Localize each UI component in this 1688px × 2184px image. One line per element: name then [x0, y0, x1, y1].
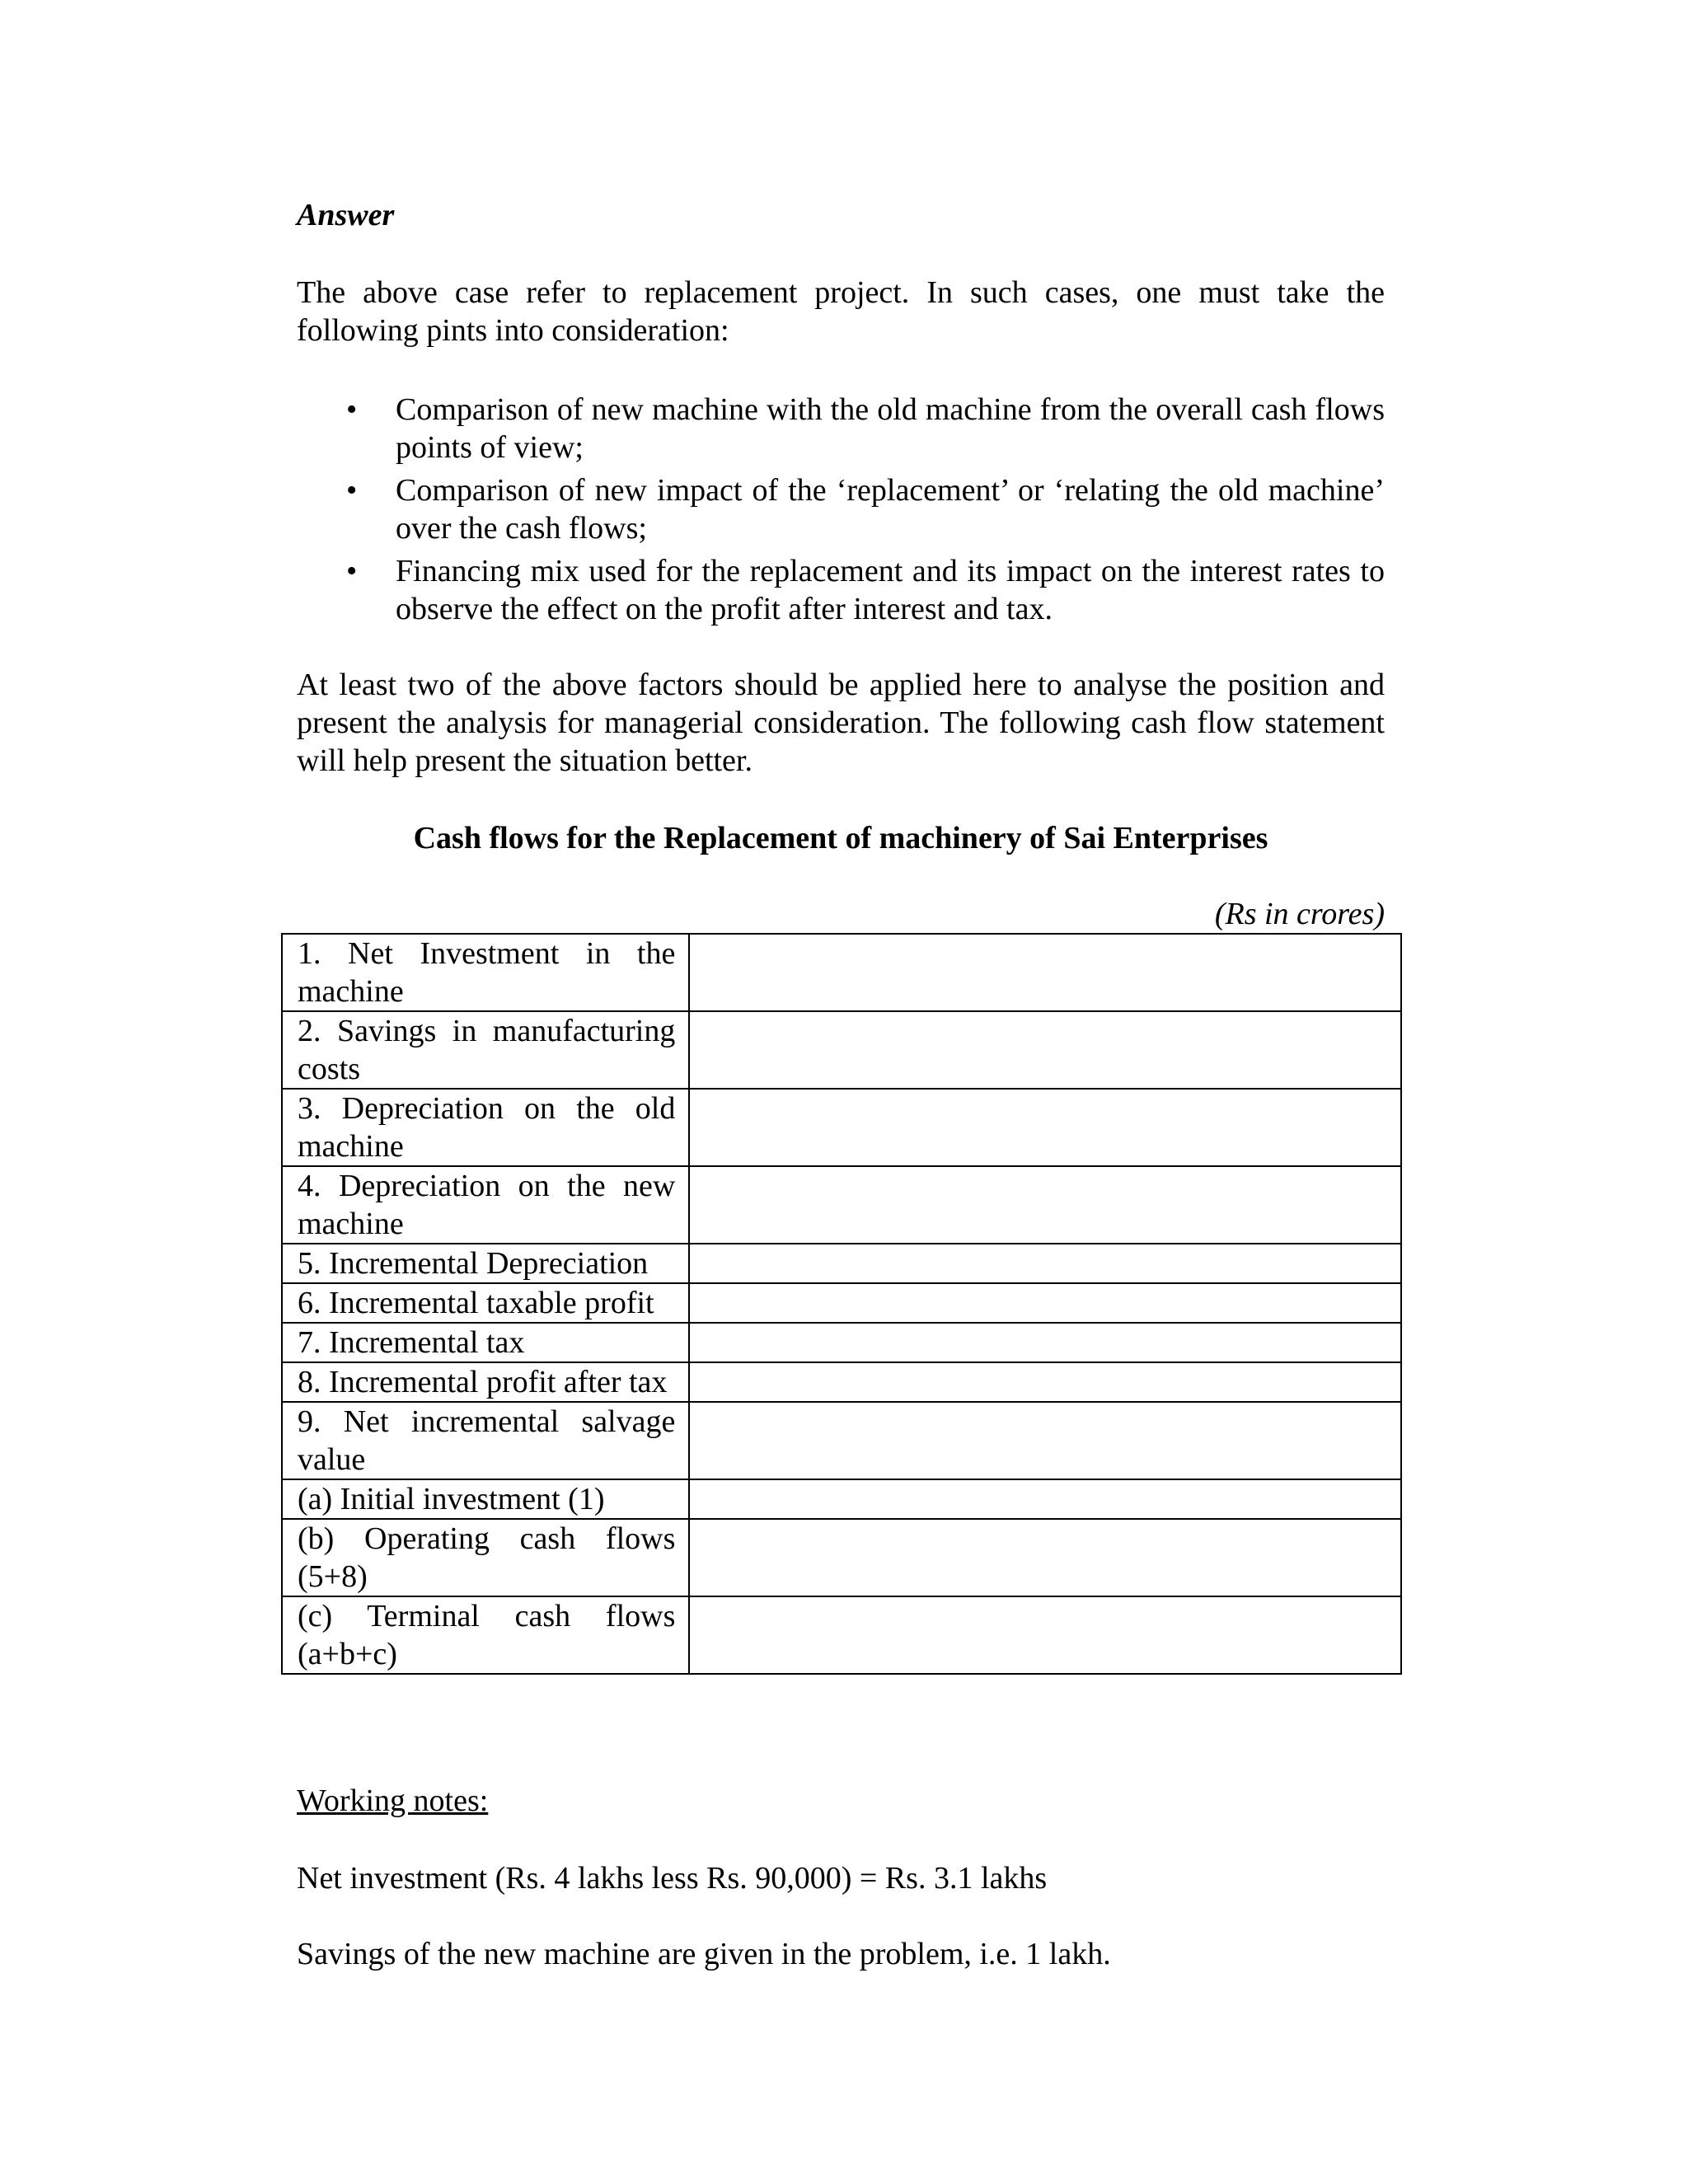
cash-flow-table [281, 933, 1402, 1675]
list-item-text: Financing mix used for the replacement and its impact on the interest rates to observe the effect on the profit after interest and tax. [396, 554, 1385, 626]
row-label: 9. Net incremental salvage value [282, 1402, 689, 1479]
working-notes-heading: Working notes: [297, 1783, 489, 1818]
row-value [689, 1362, 1401, 1402]
table-row [282, 1402, 1401, 1479]
table-row [282, 1362, 1401, 1402]
consideration-list [297, 391, 1385, 633]
table-row [282, 1244, 1401, 1283]
working-note: Savings of the new machine are given in the problem, i.e. 1 lakh. [297, 1937, 1111, 1971]
row-label: 7. Incremental tax [282, 1323, 689, 1362]
row-value [689, 1402, 1401, 1479]
analysis-paragraph: At least two of the above factors should be applied here to analyse the position and present the analysis for managerial consideration. The following cash flow statement will help present the situation better. [297, 668, 1385, 778]
row-value [689, 1519, 1401, 1596]
table-units: (Rs in crores) [1214, 897, 1385, 931]
bullet-icon: • [346, 392, 358, 427]
table-row [282, 934, 1401, 1011]
row-value [689, 934, 1401, 1011]
list-item [297, 552, 1385, 628]
row-value [689, 1596, 1401, 1674]
row-label: (a) Initial investment (1) [282, 1479, 689, 1519]
row-label: 8. Incremental profit after tax [282, 1362, 689, 1402]
table-row [282, 1596, 1401, 1674]
table-row [282, 1479, 1401, 1519]
row-label: 4. Depreciation on the new machine [282, 1166, 689, 1244]
bullet-icon: • [346, 554, 358, 588]
row-value [689, 1166, 1401, 1244]
row-value [689, 1011, 1401, 1089]
row-label: 5. Incremental Depreciation [282, 1244, 689, 1283]
row-label: 6. Incremental taxable profit [282, 1283, 689, 1323]
table-row [282, 1166, 1401, 1244]
row-value [689, 1089, 1401, 1166]
list-item-text: Comparison of new impact of the ‘replacement’ or ‘relating the old machine’ over the cash flows; [396, 473, 1385, 546]
list-item [297, 471, 1385, 547]
row-label: 3. Depreciation on the old machine [282, 1089, 689, 1166]
intro-paragraph: The above case refer to replacement project. In such cases, one must take the following pints into consideration: [297, 275, 1385, 348]
bullet-icon: • [346, 473, 358, 508]
list-item-text: Comparison of new machine with the old machine from the overall cash flows points of view; [396, 392, 1385, 465]
row-value [689, 1479, 1401, 1519]
row-label: (b) Operating cash flows (5+8) [282, 1519, 689, 1596]
list-item [297, 391, 1385, 466]
answer-heading: Answer [297, 198, 395, 232]
row-value [689, 1283, 1401, 1323]
row-label: 1. Net Investment in the machine [282, 934, 689, 1011]
table-row [282, 1323, 1401, 1362]
table-row [282, 1283, 1401, 1323]
row-value [689, 1323, 1401, 1362]
table-row [282, 1089, 1401, 1166]
table-row [282, 1519, 1401, 1596]
table-title: Cash flows for the Replacement of machinery of Sai Enterprises [413, 821, 1268, 855]
table-row [282, 1011, 1401, 1089]
row-label: 2. Savings in manufacturing costs [282, 1011, 689, 1089]
working-note: Net investment (Rs. 4 lakhs less Rs. 90,000) = Rs. 3.1 lakhs [297, 1861, 1048, 1896]
row-label: (c) Terminal cash flows (a+b+c) [282, 1596, 689, 1674]
row-value [689, 1244, 1401, 1283]
